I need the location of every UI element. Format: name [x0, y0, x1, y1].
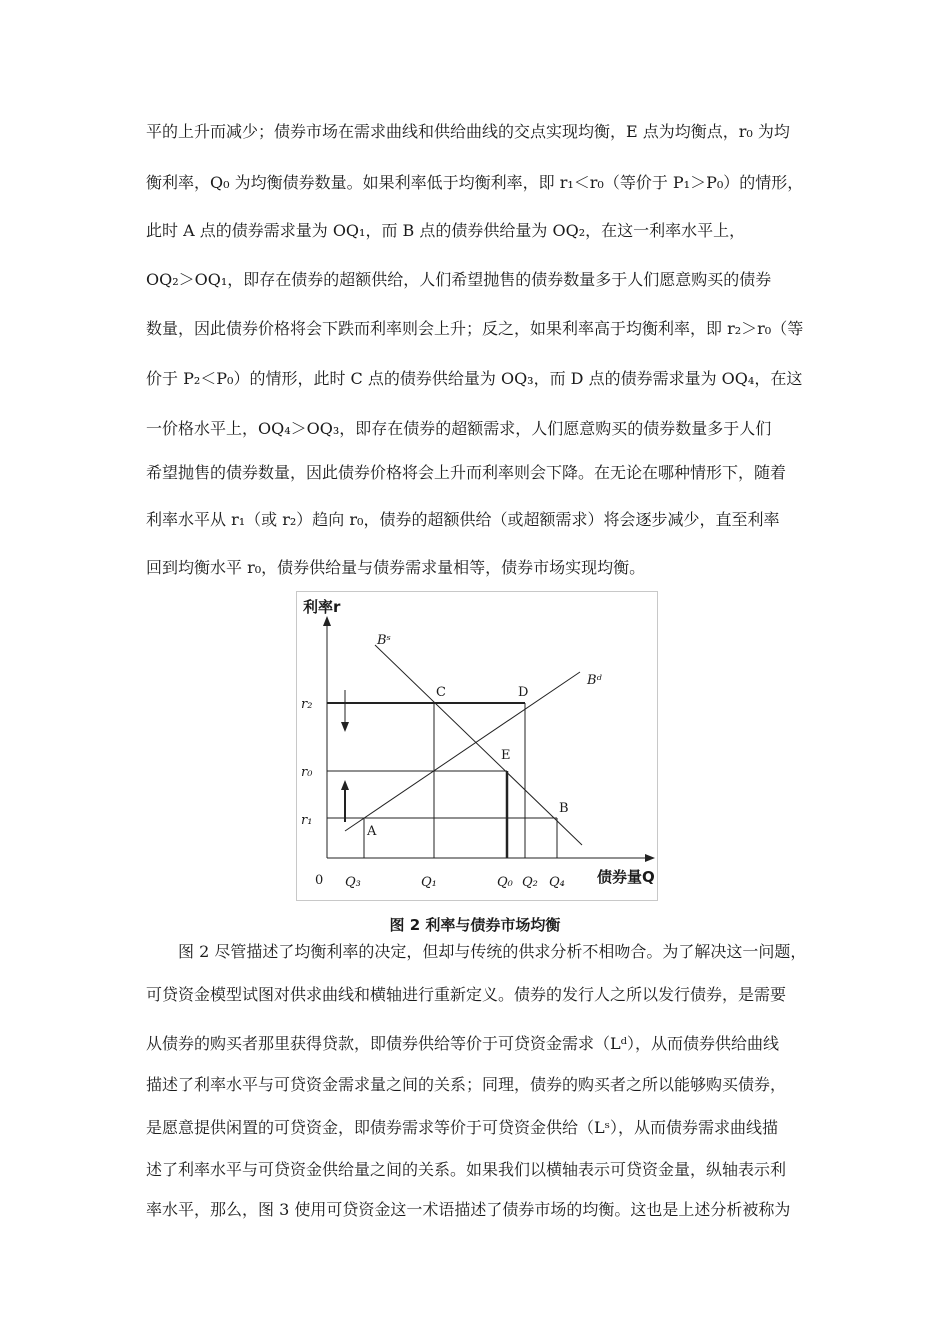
paragraph-line: 此时 A 点的债券需求量为 OQ₁，而 B 点的债券供给量为 OQ₂，在这一利率水平上， [146, 221, 746, 240]
point-b-label: B [559, 801, 569, 816]
q3-tick-label: Q₃ [345, 875, 361, 890]
paragraph-line: 数量，因此债券价格将会下跌而利率则会上升；反之，如果利率高于均衡利率，即 r₂＞r₀（等 [146, 319, 804, 338]
paragraph-line: 可贷资金模型试图对供求曲线和横轴进行重新定义。债券的发行人之所以发行债券，是需要 [146, 985, 787, 1004]
x-axis-arrow [645, 854, 655, 862]
point-a-label: A [367, 824, 377, 839]
supply-curve-label: Bˢ [377, 633, 391, 648]
paragraph-line: 希望抛售的债券数量，因此债券价格将会上升而利率则会下降。在无论在哪种情形下，随着 [146, 463, 787, 482]
r1-tick-label: r₁ [301, 813, 313, 828]
up-arrow-head-icon [341, 780, 349, 790]
paragraph-line: 图 2 尽管描述了均衡利率的决定，但却与传统的供求分析不相吻合。为了解决这一问题， [178, 942, 807, 961]
bond-supply-curve [375, 645, 582, 845]
demand-curve-label: Bᵈ [587, 673, 602, 688]
q1-tick-label: Q₁ [421, 875, 437, 890]
paragraph-line: 率水平，那么，图 3 使用可贷资金这一术语描述了债券市场的均衡。这也是上述分析被称为 [146, 1200, 791, 1219]
q2-tick-label: Q₂ [522, 875, 538, 890]
paragraph-line: 价于 P₂＜P₀）的情形，此时 C 点的债券供给量为 OQ₃，而 D 点的债券需求量为 OQ₄，在这 [146, 369, 803, 388]
paragraph-line: 述了利率水平与可贷资金供给量之间的关系。如果我们以横轴表示可贷资金量，纵轴表示利 [146, 1160, 787, 1179]
origin-label: 0 [315, 873, 324, 888]
r0-tick-label: r₀ [301, 765, 313, 780]
point-c-label: C [436, 685, 446, 700]
paragraph-line: 平的上升而减少；债券市场在需求曲线和供给曲线的交点实现均衡，E 点为均衡点，r₀ 为均 [146, 122, 790, 141]
y-axis-title: 利率r [303, 598, 341, 616]
bond-demand-curve [345, 672, 580, 831]
q4-tick-label: Q₄ [549, 875, 565, 890]
q0-tick-label: Q₀ [497, 875, 513, 890]
paragraph-line: 是愿意提供闲置的可贷资金，即债券需求等价于可贷资金供给（Lˢ），从而债券需求曲线描 [146, 1118, 779, 1137]
y-axis-arrow [323, 616, 331, 626]
down-arrow-head-icon [341, 722, 349, 732]
figure-caption: 图 2 利率与债券市场均衡 [389, 916, 561, 934]
r2-tick-label: r₂ [301, 697, 313, 712]
x-axis-title: 债券量Q [597, 868, 655, 886]
paragraph-line: 描述了利率水平与可贷资金需求量之间的关系；同理，债券的购买者之所以能够购买债券， [146, 1075, 787, 1094]
paragraph-line: 利率水平从 r₁（或 r₂）趋向 r₀，债券的超额供给（或超额需求）将会逐步减少，直至利率 [146, 510, 780, 529]
point-e-label: E [501, 748, 511, 763]
paragraph-line: 从债券的购买者那里获得贷款，即债券供给等价于可贷资金需求（Lᵈ），从而债券供给曲线 [146, 1034, 780, 1053]
bond-market-diagram [296, 591, 658, 901]
point-d-label: D [518, 685, 529, 700]
paragraph-line: 一价格水平上，OQ₄＞OQ₃，即存在债券的超额需求，人们愿意购买的债券数量多于人们 [146, 419, 772, 438]
paragraph-line: 衡利率，Q₀ 为均衡债券数量。如果利率低于均衡利率，即 r₁＜r₀（等价于 P₁＞P₀）的情形， [146, 173, 804, 192]
diagram-canvas [297, 592, 657, 900]
paragraph-line: OQ₂＞OQ₁，即存在债券的超额供给，人们希望抛售的债券数量多于人们愿意购买的债券 [146, 270, 772, 289]
paragraph-line: 回到均衡水平 r₀，债券供给量与债券需求量相等，债券市场实现均衡。 [146, 558, 646, 577]
